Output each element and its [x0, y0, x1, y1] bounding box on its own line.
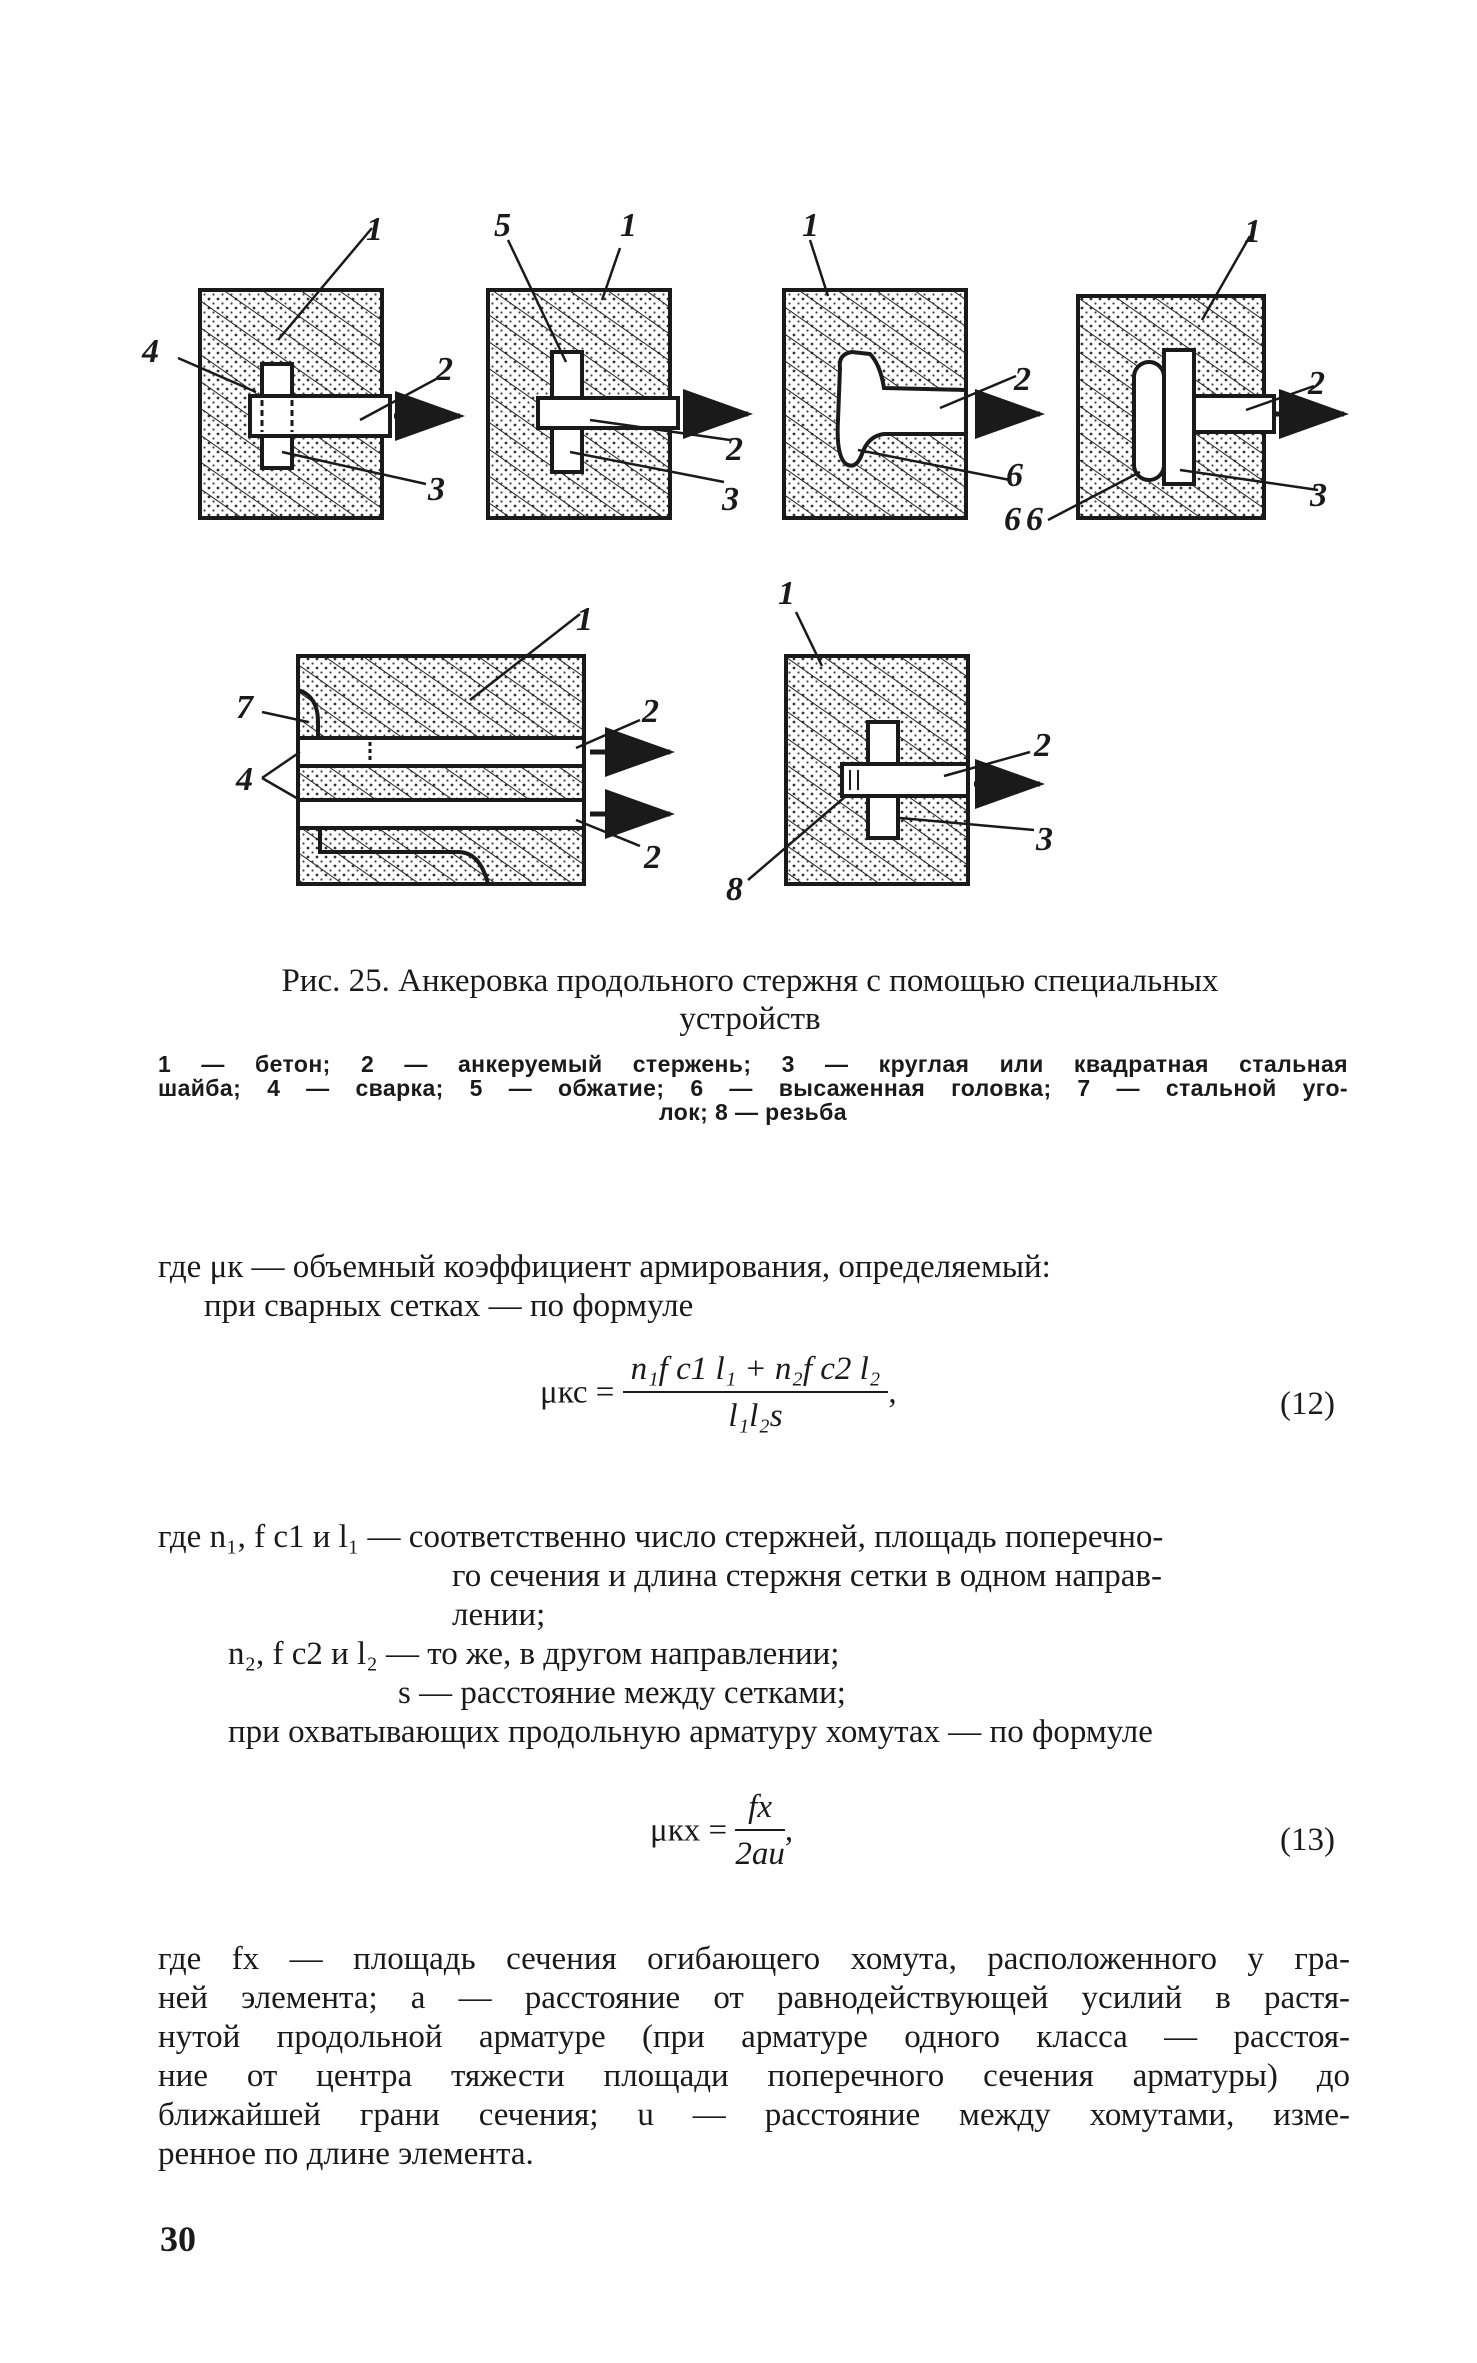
- equation-13-number: (13): [1280, 1822, 1335, 1858]
- label-4: 4: [236, 761, 253, 798]
- legend-line: лок; 8 — резьба: [659, 1099, 847, 1125]
- label-1: 1: [366, 211, 383, 248]
- label-2: 2: [1034, 727, 1051, 764]
- label-8: 8: [726, 871, 743, 908]
- paragraph-line: ближайшей грани сечения; u — расстояние между хомутами, изме-: [158, 2097, 1350, 2133]
- diagram-f: [726, 575, 1053, 908]
- label-6: 6: [1006, 457, 1023, 494]
- legend-line: шайба; 4 — сварка; 5 — обжатие; 6 — высаженная головка; 7 — стальной уго-: [158, 1075, 1348, 1101]
- label-1: 1: [802, 207, 819, 244]
- label-5: 5: [494, 207, 511, 244]
- where-line: го сечения и длина стержня сетки в одном направ-: [452, 1558, 1162, 1594]
- intro-line: где μк — объемный коэффициент армирования, определяемый:: [158, 1249, 1051, 1285]
- intro-line: при охватывающих продольную арматуру хомутах — по формуле: [228, 1714, 1153, 1750]
- diagram-b: [488, 207, 748, 518]
- label-6: 6: [1026, 501, 1043, 538]
- where-line: где n₁, f c1 и l₁ — соответственно число стержней, площадь поперечно-: [158, 1519, 1164, 1555]
- eq13-numerator: fх: [735, 1788, 785, 1831]
- eq12-fraction: [623, 1350, 889, 1436]
- label-2: 2: [1014, 361, 1031, 398]
- eq12-numerator: n₁f c1 l₁ + n₂f c2 l₂: [623, 1350, 889, 1393]
- label-2: 2: [642, 693, 659, 730]
- equation-12-number: (12): [1280, 1386, 1335, 1422]
- equation-12: μкс = $\frac{\text{n₁f c1 l₁ + n₂f c2 l₂}}{\text{l₁l₂s}}$ ,: [540, 1351, 897, 1434]
- label-1: 1: [778, 575, 795, 612]
- label-7: 7: [236, 689, 253, 726]
- paragraph-line: где fх — площадь сечения огибающего хомута, расположенного у гра-: [158, 1941, 1350, 1977]
- label-3: 3: [1310, 477, 1327, 514]
- label-6b: 6: [1004, 501, 1021, 538]
- caption-title-line: устройств: [679, 1001, 821, 1037]
- eq12-denominator: l₁l₂s: [728, 1398, 783, 1434]
- where-line: s — расстояние между сетками;: [398, 1675, 846, 1711]
- label-1: 1: [620, 207, 637, 244]
- eq13-fraction: [735, 1788, 785, 1874]
- diagram-d: [1026, 213, 1344, 538]
- eq13-denominator: 2au: [735, 1836, 785, 1872]
- label-4: 4: [142, 333, 159, 370]
- legend-line: 1 — бетон; 2 — анкеруемый стержень; 3 — круглая или квадратная стальная: [158, 1051, 1348, 1077]
- label-1: 1: [576, 601, 593, 638]
- figure-caption-legend: [158, 1052, 1348, 1124]
- label-3: 3: [722, 481, 739, 518]
- paragraph-line: ней элемента; a — расстояние от равнодействующей усилий в растя-: [158, 1980, 1350, 2016]
- figure-25-anchorage-diagrams: [0, 0, 1477, 940]
- intro-line: при сварных сетках — по формуле: [204, 1288, 694, 1324]
- label-1: 1: [1244, 213, 1261, 250]
- label-2: 2: [436, 351, 453, 388]
- page-number: 30: [160, 2219, 196, 2259]
- paragraph-line: нутой продольной арматуре (при арматуре одного класса — расстоя-: [158, 2019, 1350, 2055]
- paragraph: [158, 1940, 1350, 2174]
- label-2: 2: [1308, 365, 1325, 402]
- eq12-lhs: μкс =: [540, 1374, 615, 1411]
- label-3: 3: [428, 471, 445, 508]
- diagram-e: [235, 601, 670, 884]
- label-3: 3: [1036, 821, 1053, 858]
- paragraph-line: ренное по длине элемента.: [158, 2136, 534, 2172]
- where-line: n₂, f c2 и l₂ — то же, в другом направлении;: [228, 1636, 840, 1672]
- figure-caption-title: [160, 962, 1340, 1038]
- where-line: лении;: [452, 1597, 546, 1633]
- label-2b: 2: [644, 839, 661, 876]
- paragraph-line: ние от центра тяжести площади поперечного сечения арматуры) до: [158, 2058, 1350, 2094]
- diagram-a: [141, 211, 460, 518]
- eq13-lhs: μкх =: [650, 1812, 728, 1849]
- equation-13: μкх = $\frac{fх}{2au}$ ,: [650, 1789, 794, 1872]
- diagram-c: [784, 207, 1040, 538]
- caption-title-line: Рис. 25. Анкеровка продольного стержня с помощью специальных: [281, 963, 1219, 999]
- label-2: 2: [726, 431, 743, 468]
